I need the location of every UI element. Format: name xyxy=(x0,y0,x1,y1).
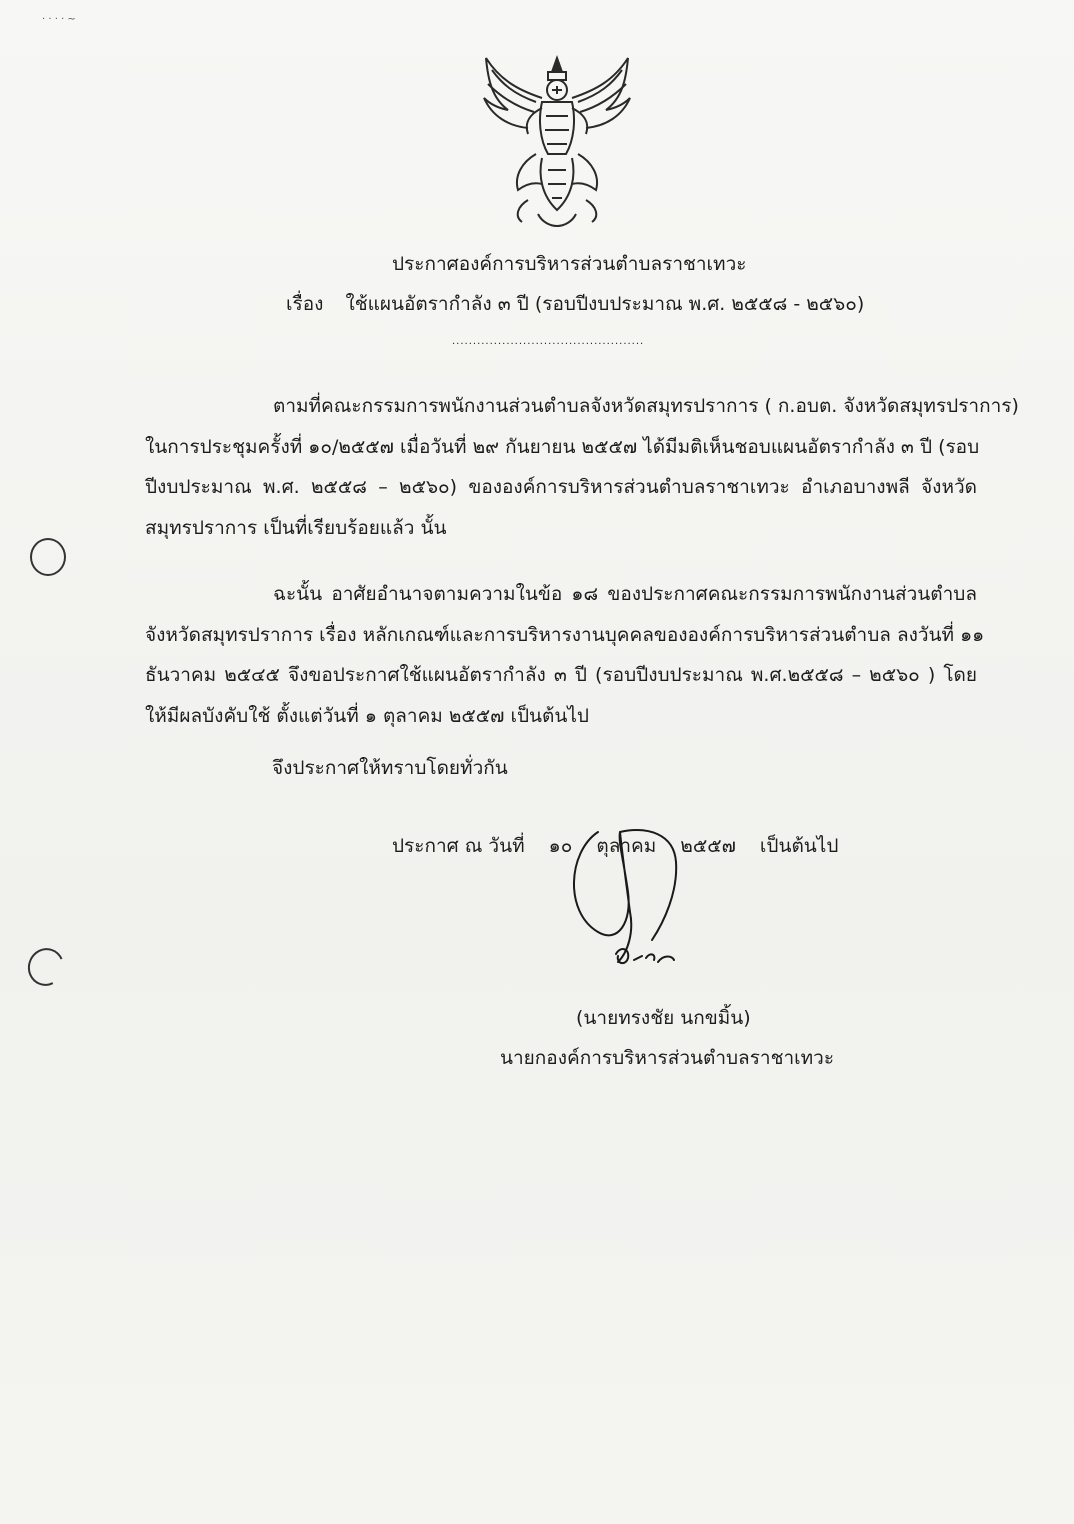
punch-hole xyxy=(30,538,66,576)
closing-statement: จึงประกาศให้ทราบโดยทั่วกัน xyxy=(272,757,508,779)
paragraph-line: จังหวัดสมุทรปราการ เรื่อง หลักเกณฑ์และการบริหารงานบุคคลขององค์การบริหารส่วนตำบล ลงวันที่ ๑๑ xyxy=(145,623,985,646)
handwritten-signature xyxy=(558,822,718,982)
subject-text: ใช้แผนอัตรากำลัง ๓ ปี (รอบปีงบประมาณ พ.ศ. ๒๕๕๘ - ๒๕๖๐) xyxy=(345,293,865,315)
garuda-emblem xyxy=(478,50,636,228)
paragraph-line: ในการประชุมครั้งที่ ๑๐/๒๕๕๗ เมื่อวันที่ ๒๙ กันยายน ๒๕๕๗ ได้มีมติเห็นชอบแผนอัตรากำลัง ๓ ปี (รอบ xyxy=(145,435,980,458)
paragraph-1 xyxy=(145,386,1019,548)
paragraph-line: สมุทรปราการ เป็นที่เรียบร้อยแล้ว นั้น xyxy=(145,516,447,539)
scan-speck: · · · · ~ xyxy=(42,14,76,25)
paragraph-line: ปีงบประมาณ พ.ศ. ๒๕๕๘ – ๒๕๖๐) ขององค์การบริหารส่วนตำบลราชาเทวะ อำเภอบางพลี จังหวัด xyxy=(145,476,977,498)
paragraph-2 xyxy=(145,574,985,736)
signer-position: นายกองค์การบริหารส่วนตำบลราชาเทวะ xyxy=(500,1047,835,1069)
signer-name: (นายทรงชัย นกขมิ้น) xyxy=(576,1007,751,1029)
paragraph-line: ธันวาคม ๒๕๔๕ จึงขอประกาศใช้แผนอัตรากำลัง ๓ ปี (รอบปีงบประมาณ พ.ศ.๒๕๕๘ – ๒๕๖๐ ) โดย xyxy=(145,664,977,686)
subject-label: เรื่อง xyxy=(286,293,324,315)
paragraph-line: ให้มีผลบังคับใช้ ตั้งแต่วันที่ ๑ ตุลาคม ๒๕๕๗ เป็นต้นไป xyxy=(145,704,589,727)
given-month: ตุลาคม xyxy=(596,835,657,857)
dotted-separator: .............................................. xyxy=(452,336,645,347)
paragraph-line: ตามที่คณะกรรมการพนักงานส่วนตำบลจังหวัดสมุทรปราการ ( ก.อบต. จังหวัดสมุทรปราการ) xyxy=(273,395,1019,417)
given-suffix: เป็นต้นไป xyxy=(759,835,839,857)
given-year: ๒๕๕๗ xyxy=(680,835,736,857)
given-prefix: ประกาศ ณ วันที่ xyxy=(392,835,525,857)
punch-hole xyxy=(23,943,70,991)
given-day: ๑๐ xyxy=(548,835,573,857)
document-title: ประกาศองค์การบริหารส่วนตำบลราชาเทวะ xyxy=(392,253,747,275)
paragraph-line: ฉะนั้น อาศัยอำนาจตามความในข้อ ๑๘ ของประกาศคณะกรรมการพนักงานส่วนตำบล xyxy=(273,583,977,605)
document-subject xyxy=(286,292,864,316)
